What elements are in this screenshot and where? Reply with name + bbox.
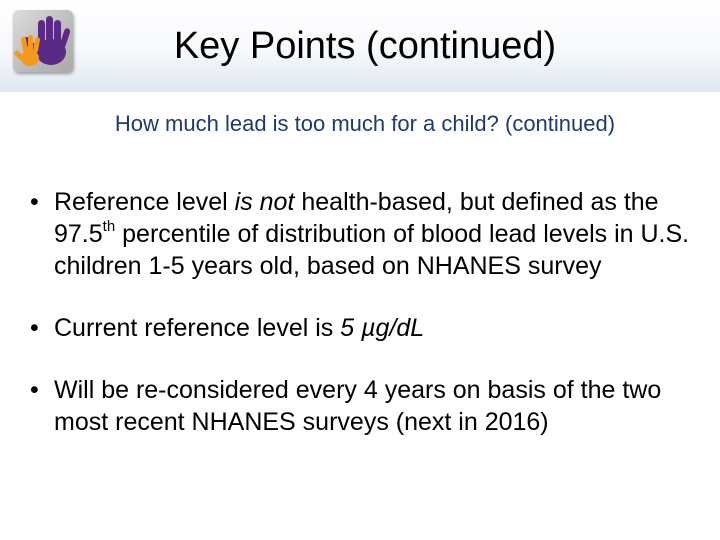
bullet-text: Reference level is not health-based, but defined as the 97.5th percentile of distribution of blood lead levels in U.S. children 1-5 years old, based on NHANES survey	[54, 188, 690, 280]
bullet-text: Will be re-considered every 4 years on basis of the two most recent NHANES surveys (next in 2016)	[54, 376, 662, 436]
bullet-list	[30, 186, 705, 438]
bullet-item	[30, 312, 705, 344]
bullet-item	[30, 186, 705, 282]
slide-title: Key Points (continued)	[173, 25, 557, 67]
bullet-dot-icon: •	[30, 376, 39, 404]
bullet-dot-icon: •	[30, 188, 39, 216]
bullet-dot-icon: •	[30, 314, 39, 342]
bullet-text: Current reference level is 5 µg/dL	[54, 314, 425, 342]
bullet-item	[30, 374, 705, 438]
slide-subtitle: How much lead is too much for a child? (continued)	[114, 111, 616, 136]
